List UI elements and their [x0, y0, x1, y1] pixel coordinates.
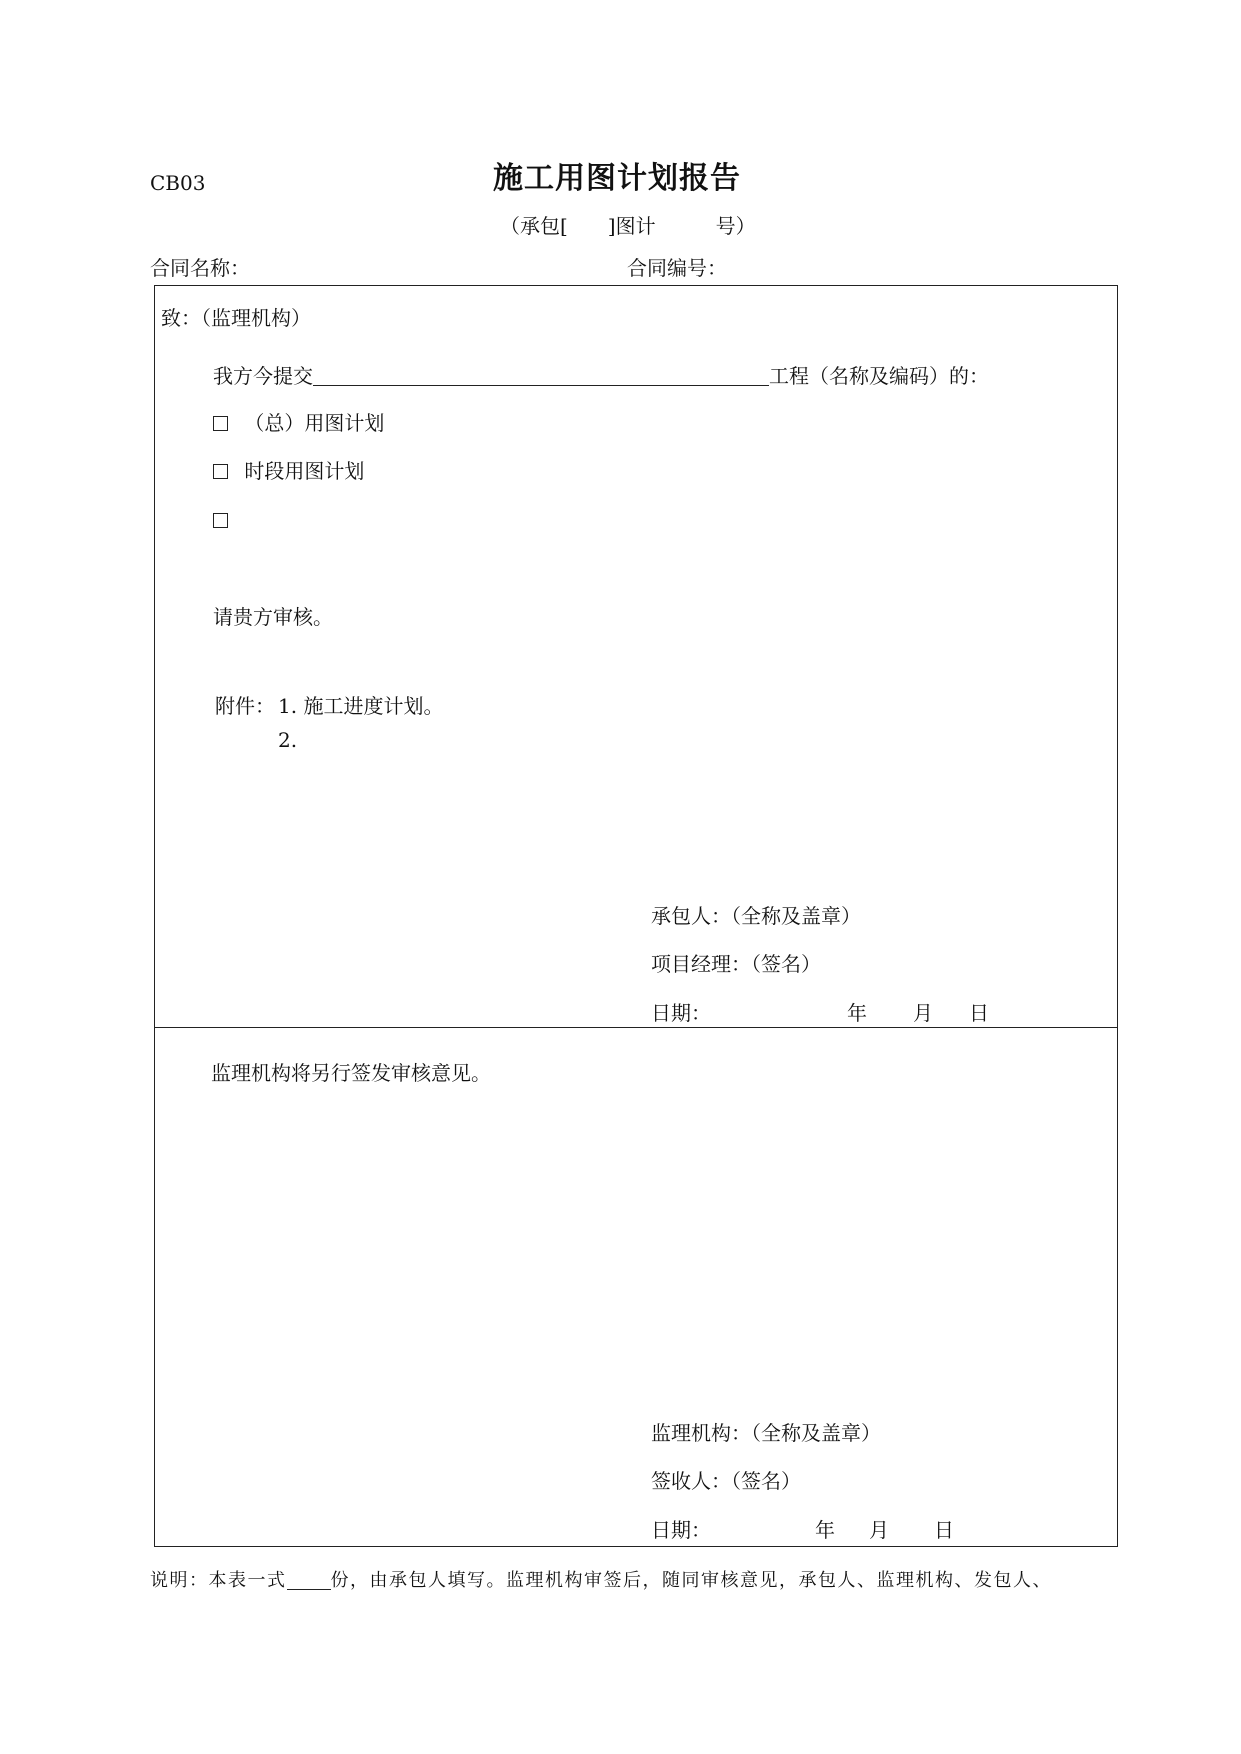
checkbox[interactable]: [213, 513, 228, 528]
doc-code: CB03: [150, 171, 206, 195]
submit-prefix: 我方今提交: [213, 364, 313, 388]
supervisor-signature-label: 监理机构：（全称及盖章）: [651, 1421, 881, 1445]
date-month: 月: [869, 1518, 889, 1542]
project-name-field[interactable]: [313, 365, 769, 386]
date-year: 年: [847, 1001, 867, 1025]
checkbox[interactable]: [213, 464, 228, 479]
contract-number-label: 合同编号：: [627, 256, 727, 280]
date-month: 月: [913, 1001, 933, 1025]
date-day: 日: [934, 1518, 954, 1542]
option-total-plan[interactable]: [213, 413, 384, 433]
date-label: 日期：: [651, 1518, 711, 1542]
copies-field[interactable]: [287, 1571, 331, 1590]
note-prefix: 说明：本表一式: [150, 1570, 287, 1591]
option-label: （总）用图计划: [244, 411, 385, 435]
contract-name-label: 合同名称：: [150, 256, 250, 280]
footer-note: [150, 1571, 1052, 1590]
supervisor-note: 监理机构将另行签发审核意见。: [211, 1061, 491, 1085]
submit-line: [213, 365, 989, 386]
review-request: 请贵方审核。: [213, 605, 333, 629]
receiver-signature-label: 签收人：（签名）: [651, 1469, 801, 1493]
report-number: （承包[ ]图计 号）: [500, 214, 756, 238]
page-title: 施工用图计划报告: [493, 161, 741, 196]
attachments-label: 附件：: [215, 694, 275, 718]
checkbox[interactable]: [213, 416, 228, 431]
submit-suffix: 工程（名称及编码）的：: [769, 364, 989, 388]
contractor-signature-label: 承包人：（全称及盖章）: [651, 904, 861, 928]
project-manager-label: 项目经理：（签名）: [651, 952, 821, 976]
date-label: 日期：: [651, 1001, 711, 1025]
option-other[interactable]: [213, 510, 238, 530]
attachment-item-2: 2.: [278, 728, 298, 752]
addressee-label: 致：（监理机构）: [161, 306, 311, 330]
attachment-item-1: 1. 施工进度计划。: [278, 694, 444, 718]
option-period-plan[interactable]: [213, 461, 364, 481]
date-day: 日: [969, 1001, 989, 1025]
date-year: 年: [815, 1518, 835, 1542]
option-label: 时段用图计划: [244, 459, 365, 483]
section-divider: [154, 1027, 1118, 1028]
note-suffix: 份，由承包人填写。监理机构审签后，随同审核意见，承包人、监理机构、发包人、: [330, 1570, 1052, 1591]
